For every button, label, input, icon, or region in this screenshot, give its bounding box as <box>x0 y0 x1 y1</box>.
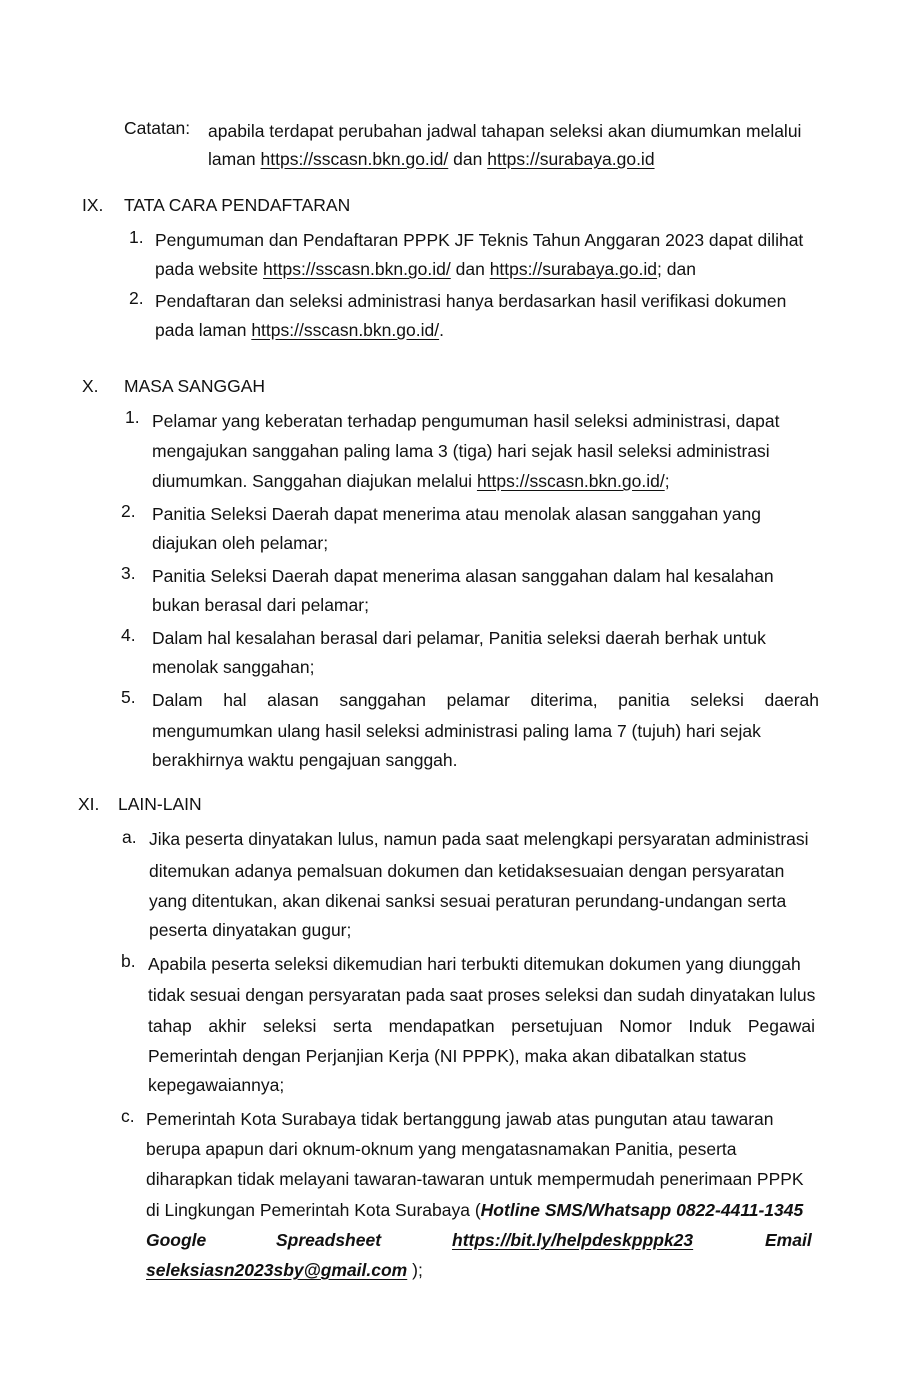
x-item-1-text: diumumkan. Sanggahan diajukan melalui <box>152 471 477 491</box>
x-item-5-line1: Dalam hal alasan sanggahan pelamar diterima, panitia seleksi daerah <box>152 690 819 710</box>
sscasn-link[interactable]: https://sscasn.bkn.go.id/ <box>251 320 440 340</box>
catatan-line1: apabila terdapat perubahan jadwal tahapan seleksi akan diumumkan melalui <box>208 121 802 141</box>
ix-item-2-number: 2. <box>129 288 144 308</box>
section-xi-title: LAIN-LAIN <box>118 794 202 814</box>
xi-item-b-line2: tidak sesuai dengan persyaratan pada saat proses seleksi dan sudah dinyatakan lulus <box>148 985 816 1005</box>
section-xi-number: XI. <box>78 794 100 814</box>
sscasn-link[interactable]: https://sscasn.bkn.go.id/ <box>263 259 451 279</box>
xi-item-c-line1: Pemerintah Kota Surabaya tidak bertanggung jawab atas pungutan atau tawaran <box>146 1109 774 1129</box>
x-item-1-post: ; <box>664 471 670 491</box>
x-item-2-line1: Panitia Seleksi Daerah dapat menerima atau menolak alasan sanggahan yang <box>152 504 762 524</box>
xi-item-c-letter: c. <box>121 1106 135 1126</box>
ix-item-1-mid: dan <box>450 259 490 279</box>
xi-item-c-line4 <box>146 1199 803 1221</box>
surabaya-link[interactable]: https://surabaya.go.id <box>489 259 658 279</box>
x-item-5-line3: berakhirnya waktu pengajuan sanggah. <box>152 750 458 770</box>
x-item-4-line2: menolak sanggahan; <box>152 657 315 677</box>
helpdesk-link-text[interactable]: https://bit.ly/helpdeskpppk23 <box>452 1230 694 1250</box>
sscasn-link[interactable]: https://sscasn.bkn.go.id/ <box>476 471 665 491</box>
x-item-2-number: 2. <box>121 501 136 521</box>
ix-item-2-line1: Pendaftaran dan seleksi administrasi hanya berdasarkan hasil verifikasi dokumen <box>155 291 787 311</box>
email-link[interactable]: seleksiasn2023sby@gmail.com <box>146 1260 408 1280</box>
xi-item-a-line1: Jika peserta dinyatakan lulus, namun pada saat melengkapi persyaratan administrasi <box>149 829 809 849</box>
xi-item-c-line4-text: di Lingkungan Pemerintah Kota Surabaya ( <box>146 1200 481 1220</box>
ix-item-2-text: pada laman <box>155 320 252 340</box>
catatan-line2-text: laman <box>208 149 261 169</box>
xi-item-c-line6-post: ); <box>407 1260 423 1280</box>
xi-item-a-line4: peserta dinyatakan gugur; <box>149 920 352 940</box>
x-item-4-number: 4. <box>121 625 136 645</box>
xi-item-a-line2: ditemukan adanya pemalsuan dokumen dan ketidaksesuaian dengan persyaratan <box>149 861 785 881</box>
x-item-3-number: 3. <box>121 563 136 583</box>
x-item-3-line2: bukan berasal dari pelamar; <box>152 595 369 615</box>
x-item-2-line2: diajukan oleh pelamar; <box>152 533 329 553</box>
catatan-line2 <box>208 148 655 170</box>
x-item-3-line1: Panitia Seleksi Daerah dapat menerima alasan sanggahan dalam hal kesalahan <box>152 566 774 586</box>
x-item-1-line2: mengajukan sanggahan paling lama 3 (tiga) hari sejak hasil seleksi administrasi <box>152 441 770 461</box>
xi-item-a-line3: yang ditentukan, akan dikenai sanksi sesuai peraturan perundang-undangan serta <box>149 891 787 911</box>
xi-item-b-letter: b. <box>121 951 136 971</box>
sscasn-link[interactable]: https://sscasn.bkn.go.id/ <box>260 149 449 169</box>
google-label: Google <box>146 1230 207 1250</box>
catatan-line2-mid: dan <box>448 149 488 169</box>
x-item-1-line1: Pelamar yang keberatan terhadap pengumuman hasil seleksi administrasi, dapat <box>152 411 780 431</box>
ix-item-1-line1: Pengumuman dan Pendaftaran PPPK JF Teknis Tahun Anggaran 2023 dapat dilihat <box>155 230 804 250</box>
ix-item-1-text: pada website <box>155 259 263 279</box>
xi-item-a-letter: a. <box>122 827 137 847</box>
xi-item-c-line3: diharapkan tidak melayani tawaran-tawaran untuk mempermudah penerimaan PPPK <box>146 1169 804 1189</box>
xi-item-b-line4: Pemerintah dengan Perjanjian Kerja (NI PPPK), maka akan dibatalkan status <box>148 1046 747 1066</box>
section-ix-title: TATA CARA PENDAFTARAN <box>124 195 351 215</box>
email-label: Email <box>765 1230 812 1250</box>
helpdesk-link[interactable] <box>452 1229 693 1251</box>
x-item-4-line1: Dalam hal kesalahan berasal dari pelamar, Panitia seleksi daerah berhak untuk <box>152 628 766 648</box>
x-item-1-number: 1. <box>125 407 140 427</box>
ix-item-2-line2 <box>155 319 444 341</box>
section-ix-number: IX. <box>82 195 104 215</box>
xi-item-c-line6 <box>146 1259 423 1281</box>
catatan-label: Catatan: <box>124 118 191 138</box>
section-x-number: X. <box>82 376 99 396</box>
xi-item-b-line5: kepegawaiannya; <box>148 1075 285 1095</box>
x-item-5-line2: mengumumkan ulang hasil seleksi administrasi paling lama 7 (tujuh) hari sejak <box>152 721 761 741</box>
surabaya-link[interactable]: https://surabaya.go.id <box>487 149 655 169</box>
ix-item-1-number: 1. <box>129 227 144 247</box>
xi-item-b-line1: Apabila peserta seleksi dikemudian hari terbukti ditemukan dokumen yang diunggah <box>148 954 801 974</box>
hotline-text: Hotline SMS/Whatsapp 0822-4411-1345 <box>480 1200 804 1220</box>
ix-item-2-post: . <box>439 320 444 340</box>
x-item-1-line3 <box>152 470 670 492</box>
xi-item-c-line2: berupa apapun dari oknum-oknum yang mengatasnamakan Panitia, peserta <box>146 1139 737 1159</box>
spreadsheet-label: Spreadsheet <box>276 1230 382 1250</box>
ix-item-1-post: ; dan <box>657 259 696 279</box>
xi-item-b-line3: tahap akhir seleksi serta mendapatkan persetujuan Nomor Induk Pegawai <box>148 1016 815 1036</box>
ix-item-1-line2 <box>155 258 696 280</box>
section-x-title: MASA SANGGAH <box>124 376 266 396</box>
x-item-5-number: 5. <box>121 687 136 707</box>
